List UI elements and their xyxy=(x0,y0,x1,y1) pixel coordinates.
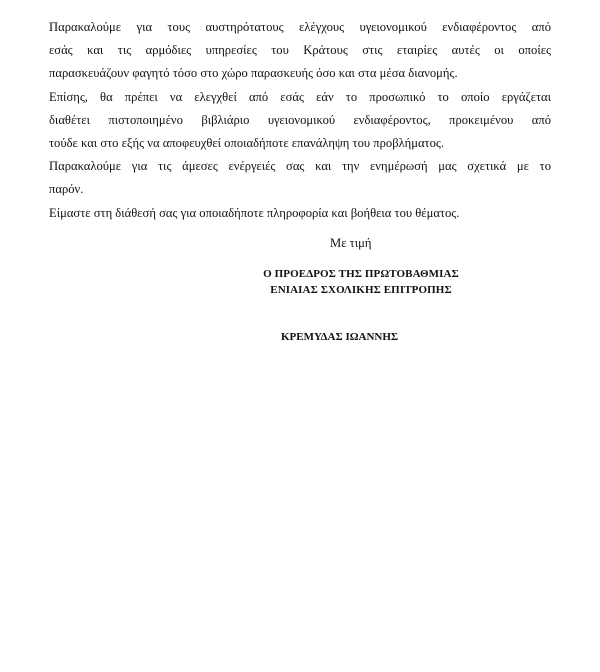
text-line: Παρακαλούμε για τους αυστηρότατους ελέγχους υγειονομικού ενδιαφέροντος από xyxy=(49,20,551,34)
text-line: διαθέτει πιστοποιημένο βιβλιάριο υγειονομικού ενδιαφέροντος, προκειμένου από xyxy=(49,112,551,127)
closing-salutation: Με τιμή xyxy=(330,236,372,250)
letter-body xyxy=(49,16,551,225)
paragraph-availability xyxy=(49,202,551,225)
paragraph-action-request xyxy=(49,155,551,201)
signatory-title xyxy=(245,266,477,298)
text-line: Επίσης, θα πρέπει να ελεγχθεί από εσάς εάν το προσωπικό το οποίο εργάζεται xyxy=(49,89,551,104)
paragraph-inspection-request xyxy=(49,16,551,86)
text-line: εσάς και τις αρμόδιες υπηρεσίες του Κράτους στις εταιρίες αυτές οι οποίες xyxy=(49,43,551,58)
text-line: παρασκευάζουν φαγητό τόσο στο χώρο παρασκευής όσο και στα μέσα διανομής. xyxy=(49,66,458,81)
text-line: τούδε και στο εξής να αποφευχθεί οποιαδήποτε επανάληψη του προβλήματος. xyxy=(49,136,445,151)
text-line: Είμαστε στη διάθεσή σας για οποιαδήποτε πληροφορία και βοήθεια του θέματος. xyxy=(49,205,460,220)
text-line: παρόν. xyxy=(49,182,84,197)
signatory-name: ΚΡΕΜΥΔΑΣ ΙΩΑΝΝΗΣ xyxy=(281,331,399,343)
text-line: Παρακαλούμε για τις άμεσες ενέργειές σας και την ενημέρωσή μας σχετικά με το xyxy=(49,159,551,174)
signatory-title-line: ΕΝΙΑΙΑΣ ΣΧΟΛΙΚΗΣ ΕΠΙΤΡΟΠΗΣ xyxy=(270,284,452,296)
paragraph-staff-certification xyxy=(49,86,551,156)
signatory-title-line: Ο ΠΡΟΕΔΡΟΣ ΤΗΣ ΠΡΩΤΟΒΑΘΜΙΑΣ xyxy=(263,268,459,280)
